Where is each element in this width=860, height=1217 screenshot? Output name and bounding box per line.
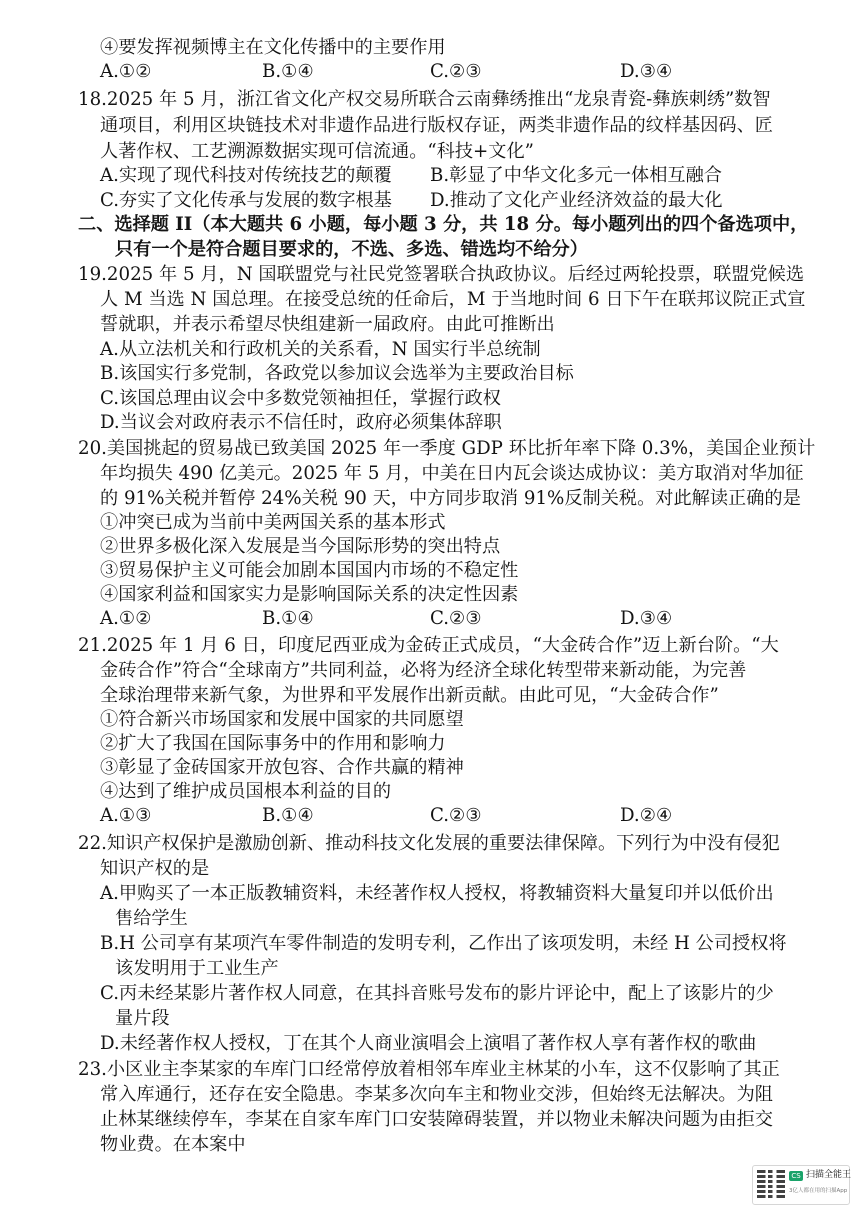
q17-option-a: A.①②: [100, 61, 152, 82]
q18-option-b: B.彰显了中华文化多元一体相互融合: [430, 165, 722, 186]
q18-stem-line-1: 18.2025 年 5 月，浙江省文化产权交易所联合云南彝绣推出“龙泉青瓷-彝族刺绣”数智: [78, 89, 771, 110]
q17-option-d: D.③④: [620, 61, 673, 82]
q20-item-3: ③贸易保护主义可能会加剧本国国内市场的不稳定性: [100, 560, 519, 581]
q19-option-a: A.从立法机关和行政机关的关系看，N 国实行半总统制: [100, 339, 541, 360]
q22-option-d: D.未经著作权人授权，丁在其个人商业演唱会上演唱了著作权人享有著作权的歌曲: [100, 1033, 757, 1054]
section-2-heading-line-1: 二、选择题 II（本大题共 6 小题，每小题 3 分，共 18 分。每小题列出的四个备选项中，: [78, 214, 809, 235]
q20-option-a: A.①②: [100, 608, 152, 629]
q17-option-c: C.②③: [430, 61, 482, 82]
camscanner-logo: CS: [789, 1171, 803, 1181]
q21-item-2: ②扩大了我国在国际事务中的作用和影响力: [100, 733, 446, 754]
q22-option-c-line-2: 量片段: [115, 1008, 170, 1029]
q18-stem-line-3: 人著作权、工艺溯源数据实现可信流通。“科技+文化”: [100, 141, 534, 162]
q19-stem-line-2: 人 M 当选 N 国总理。在接受总统的任命后，M 于当地时间 6 日下午在联邦议院正式宣: [100, 289, 806, 310]
q21-option-c: C.②③: [430, 805, 482, 826]
q21-stem-line-2: 金砖合作”符合“全球南方”共同利益，必将为经济全球化转型带来新动能，为完善: [100, 660, 747, 681]
q19-stem-line-1: 19.2025 年 5 月，N 国联盟党与社民党签署联合执政协议。后经过两轮投票，联盟党候选: [78, 264, 805, 285]
section-2-heading-line-2: 只有一个是符合题目要求的，不选、多选、错选均不给分）: [115, 239, 588, 260]
q22-option-b-line-2: 该发明用于工业生产: [115, 958, 279, 979]
q20-item-4: ④国家利益和国家实力是影响国际关系的决定性因素: [100, 584, 519, 605]
q23-stem-line-4: 物业费。在本案中: [100, 1134, 246, 1155]
q22-stem-line-2: 知识产权的是: [100, 858, 210, 879]
q20-stem-line-1: 20.美国挑起的贸易战已致美国 2025 年一季度 GDP 环比折年率下降 0.3%，美国企业预计: [78, 438, 816, 459]
q22-option-a-line-2: 售给学生: [115, 908, 188, 929]
q20-option-c: C.②③: [430, 608, 482, 629]
q22-option-c-line-1: C.丙未经某影片著作权人同意，在其抖音账号发布的影片评论中，配上了该影片的少: [100, 983, 774, 1004]
q21-item-3: ③彰显了金砖国家开放包容、合作共赢的精神: [100, 757, 464, 778]
q18-option-d: D.推动了文化产业经济效益的最大化: [430, 190, 723, 211]
q20-stem-line-2: 年均损失 490 亿美元。2025 年 5 月，中美在日内瓦会谈达成协议：美方取消对华加征: [100, 463, 804, 484]
q21-item-1: ①符合新兴市场国家和发展中国家的共同愿望: [100, 709, 464, 730]
q23-stem-line-2: 常入库通行，还存在安全隐患。李某多次向车主和物业交涉，但始终无法解决。为阻: [100, 1084, 773, 1105]
q21-option-a: A.①③: [100, 805, 152, 826]
watermark-app-name: 扫描全能王: [806, 1170, 852, 1180]
q20-option-d: D.③④: [620, 608, 673, 629]
q19-option-b: B.该国实行多党制，各政党以参加议会选举为主要政治目标: [100, 363, 574, 384]
q22-option-a-line-1: A.甲购买了一本正版教辅资料，未经著作权人授权，将教辅资料大量复印并以低价出: [100, 883, 774, 904]
q20-option-b: B.①④: [262, 608, 314, 629]
q21-stem-line-1: 21.2025 年 1 月 6 日，印度尼西亚成为金砖正式成员，“大金砖合作”迈上新台阶。“大: [78, 635, 779, 656]
scanner-watermark: [752, 1165, 850, 1205]
q17-item-4: ④要发挥视频博主在文化传播中的主要作用: [100, 37, 446, 58]
q20-item-2: ②世界多极化深入发展是当今国际形势的突出特点: [100, 536, 501, 557]
q19-option-d: D.当议会对政府表示不信任时，政府必须集体辞职: [100, 412, 502, 433]
q19-option-c: C.该国总理由议会中多数党领袖担任，掌握行政权: [100, 388, 501, 409]
q20-item-1: ①冲突已成为当前中美两国关系的基本形式: [100, 512, 446, 533]
q18-stem-line-2: 通项目，利用区块链技术对非遗作品进行版权存证，两类非遗作品的纹样基因码、匠: [100, 115, 773, 136]
q19-stem-line-3: 誓就职，并表示希望尽快组建新一届政府。由此可推断出: [100, 314, 555, 335]
q18-option-c: C.夯实了文化传承与发展的数字根基: [100, 190, 392, 211]
q21-stem-line-3: 全球治理带来新气象，为世界和平发展作出新贡献。由此可见，“大金砖合作”: [100, 685, 719, 706]
q22-option-b-line-1: B.H 公司享有某项汽车零件制造的发明专利，乙作出了该项发明，未经 H 公司授权将: [100, 933, 787, 954]
q21-option-b: B.①④: [262, 805, 314, 826]
q21-item-4: ④达到了维护成员国根本利益的目的: [100, 781, 392, 802]
q23-stem-line-3: 止林某继续停车，李某在自家车库门口安装障碍装置，并以物业未解决问题为由拒交: [100, 1109, 773, 1130]
q23-stem-line-1: 23.小区业主李某家的车库门口经常停放着相邻车库业主林某的小车，这不仅影响了其正: [78, 1059, 780, 1080]
q20-stem-line-3: 的 91%关税并暂停 24%关税 90 天，中方同步取消 91%反制关税。对此解读正确的是: [100, 488, 801, 509]
q17-option-b: B.①④: [262, 61, 314, 82]
q18-option-a: A.实现了现代科技对传统技艺的颠覆: [100, 165, 392, 186]
q21-option-d: D.②④: [620, 805, 673, 826]
q22-stem-line-1: 22.知识产权保护是激励创新、推动科技文化发展的重要法律保障。下列行为中没有侵犯: [78, 833, 780, 854]
qr-code-icon: [757, 1170, 785, 1198]
watermark-tagline: 3亿人都在用的扫描App: [789, 1188, 848, 1194]
